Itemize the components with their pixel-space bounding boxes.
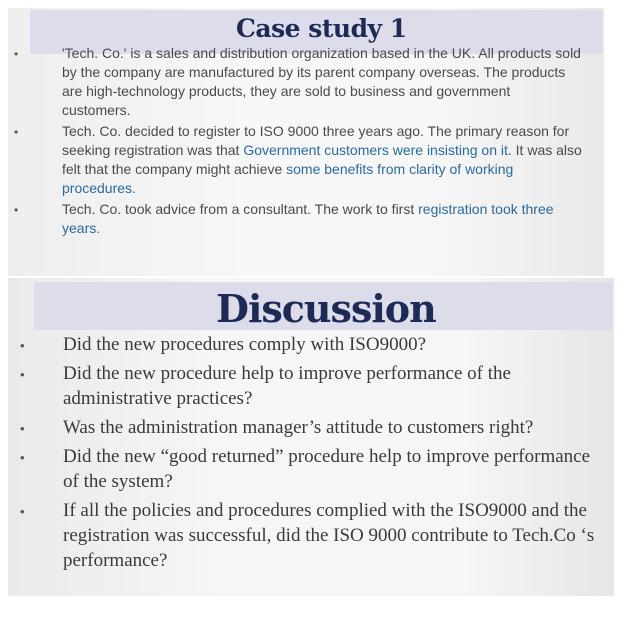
bullet-icon: • (14, 47, 19, 61)
bullet-icon: • (14, 203, 19, 217)
case-study-bullet-item (8, 44, 604, 120)
discussion-slide (8, 278, 614, 596)
highlighted-phrase: registration took three years. (62, 201, 554, 236)
bullet-icon: • (20, 504, 25, 519)
case-study-slide (8, 8, 604, 276)
case-study-bullet-list (8, 44, 604, 238)
question-text: Was the administration manager’s attitude to customers right? (63, 417, 534, 438)
bullet-icon: • (20, 367, 25, 382)
bullet-text (62, 122, 582, 198)
text-segment: Tech. Co. took advice from a consultant. The work to first (62, 201, 419, 217)
text-segment: 'Tech. Co.' is a sales and distribution organization based in the UK. All products sold by the company are manufactured by its parent company overseas. The products are high-technology products, they are sold to business and government customers. (62, 45, 581, 118)
case-study-bullet-item (8, 122, 604, 198)
question-text: Did the new “good returned” procedure help to improve performance of the system? (63, 446, 591, 492)
discussion-question-item (8, 361, 614, 411)
highlighted-phrase: Government customers were insisting on it. (243, 142, 512, 158)
question-text: Did the new procedure help to improve performance of the administrative practices? (63, 363, 511, 409)
slide-title: Discussion (216, 286, 436, 331)
highlighted-phrase: some benefits from clarity of working procedures. (62, 161, 514, 196)
question-text: If all the policies and procedures complied with the ISO9000 and the registration was successful, did the ISO 9000 contribute to Tech.Co ‘s performance? (63, 500, 595, 571)
bullet-icon: • (20, 450, 25, 465)
bullet-icon: • (20, 338, 25, 353)
question-text: Did the new procedures comply with ISO9000? (63, 334, 427, 355)
discussion-question-list (8, 332, 614, 573)
discussion-question-item (8, 444, 614, 494)
text-segment: It was also felt that the company might achieve (62, 142, 582, 177)
case-study-bullet-item (8, 200, 604, 238)
slide-title: Case study 1 (236, 14, 407, 43)
bullet-text (62, 200, 582, 238)
bullet-icon: • (14, 125, 19, 139)
discussion-question-item (8, 332, 614, 357)
bullet-text (62, 44, 582, 120)
discussion-question-item (8, 498, 614, 573)
text-segment: Tech. Co. decided to register to ISO 9000 three years ago. The primary reason for seeking registration was that (62, 123, 570, 158)
bullet-icon: • (20, 421, 25, 436)
discussion-question-item (8, 415, 614, 440)
